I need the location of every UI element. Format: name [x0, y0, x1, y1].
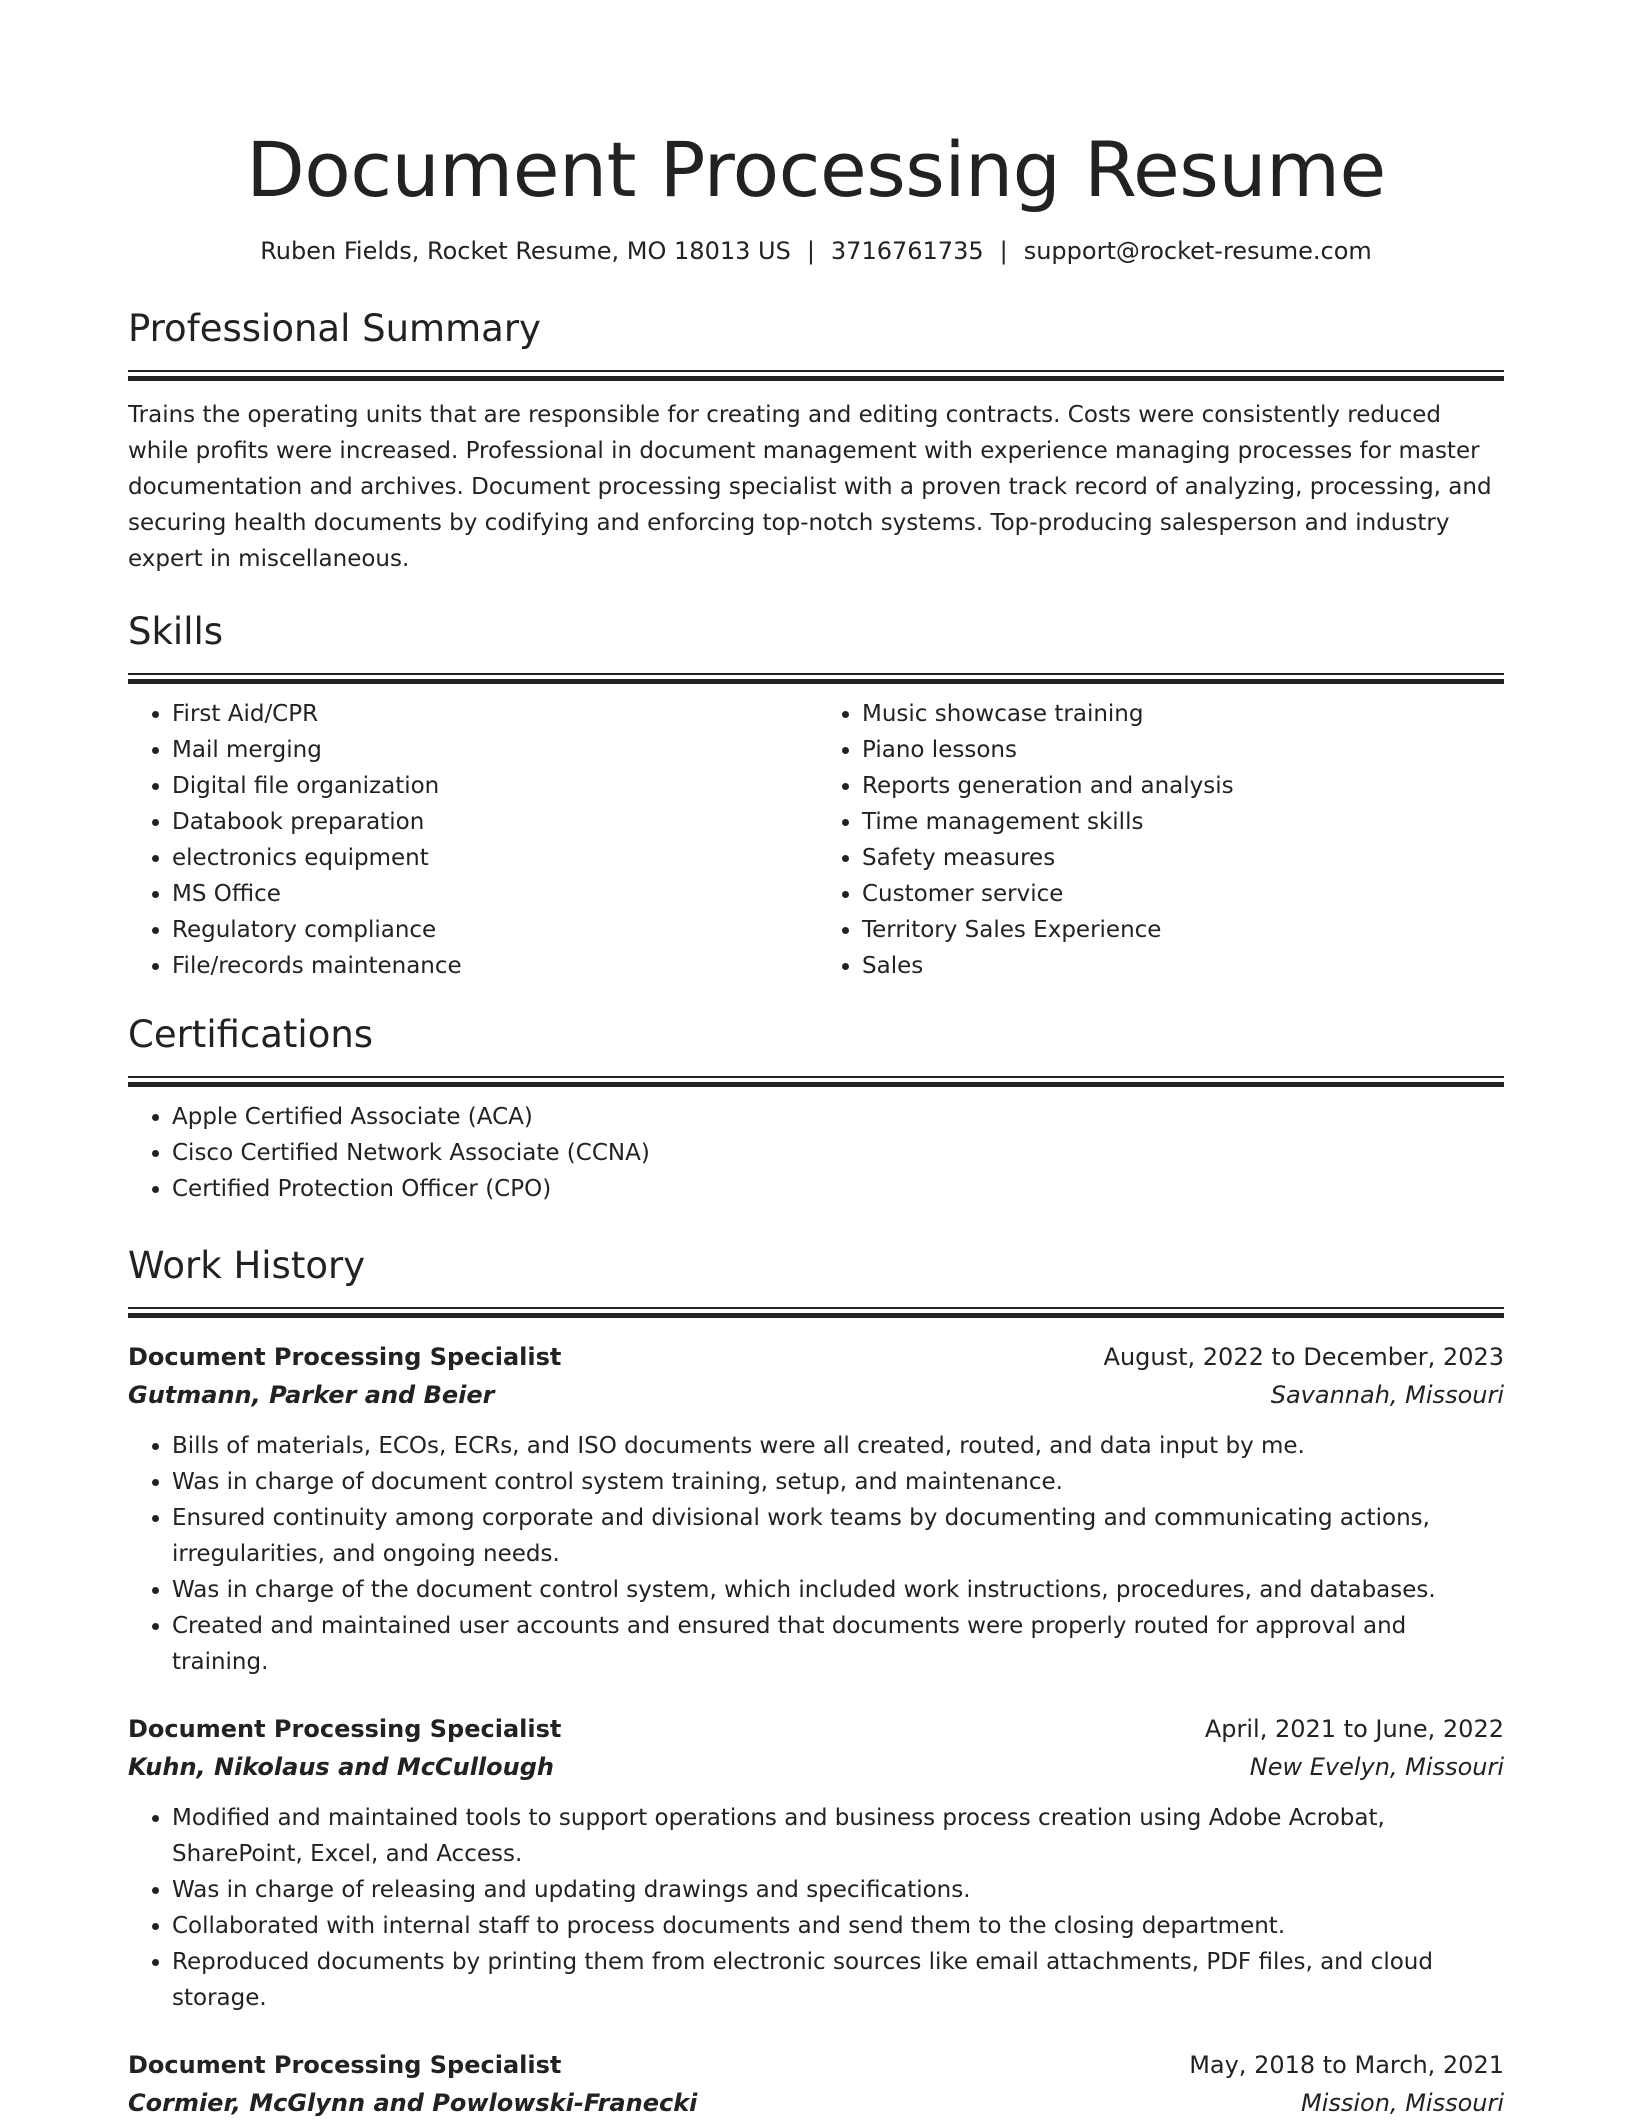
- job-bullets: [128, 1428, 1504, 1680]
- job-subheader: [128, 2084, 1504, 2122]
- skill-item: • Time management skills: [862, 804, 1504, 840]
- section-divider: [128, 673, 1504, 684]
- job-subheader: [128, 1748, 1504, 1786]
- section-summary: [128, 304, 1504, 577]
- contact-phone: 3716761735: [830, 237, 984, 265]
- certification-item: • Apple Certified Associate (ACA): [172, 1099, 1504, 1135]
- job-bullet: • Bills of materials, ECOs, ECRs, and ISO documents were all created, routed, and data input by me.: [172, 1428, 1504, 1464]
- job-bullet: • Was in charge of the document control system, which included work instructions, procedures, and databases.: [172, 1572, 1504, 1608]
- section-heading: Professional Summary: [128, 307, 541, 350]
- job-title: Document Processing Specialist: [128, 2051, 562, 2079]
- job-header: [128, 1338, 1504, 1376]
- skill-item: • Mail merging: [172, 732, 814, 768]
- certification-item: • Cisco Certified Network Associate (CCNA): [172, 1135, 1504, 1171]
- job-entry: [128, 2046, 1504, 2122]
- job-bullet: • Created and maintained user accounts and ensured that documents were properly routed for approval and training.: [172, 1608, 1504, 1680]
- skill-item: • MS Office: [172, 876, 814, 912]
- skill-item: • File/records maintenance: [172, 948, 814, 984]
- certification-item: • Certified Protection Officer (CPO): [172, 1171, 1504, 1207]
- job-location: Mission, Missouri: [1300, 2089, 1504, 2117]
- job-bullet: • Modified and maintained tools to support operations and business process creation using Adobe Acrobat, SharePoint, Excel, and Access.: [172, 1800, 1504, 1872]
- job-header: [128, 1710, 1504, 1748]
- job-bullet: • Ensured continuity among corporate and divisional work teams by documenting and communicating actions, irregularities, and ongoing needs.: [172, 1500, 1504, 1572]
- job-company: Cormier, McGlynn and Powlowski-Franecki: [128, 2089, 698, 2117]
- contact-separator: |: [999, 237, 1008, 265]
- job-title: Document Processing Specialist: [128, 1343, 562, 1371]
- page-title: Document Processing Resume: [246, 125, 1386, 214]
- skill-item: • Safety measures: [862, 840, 1504, 876]
- skills-list-right: [814, 696, 1504, 984]
- skill-item: • Regulatory compliance: [172, 912, 814, 948]
- job-header: [128, 2046, 1504, 2084]
- skill-item: • electronics equipment: [172, 840, 814, 876]
- job-bullet: • Reproduced documents by printing them from electronic sources like email attachments, PDF files, and cloud storage.: [172, 1944, 1504, 2016]
- job-subheader: [128, 1376, 1504, 1414]
- section-divider: [128, 370, 1504, 381]
- skill-item: • First Aid/CPR: [172, 696, 814, 732]
- skills-list-left: [128, 696, 814, 984]
- job-entry: [128, 1710, 1504, 2016]
- job-dates: April, 2021 to June, 2022: [1204, 1715, 1504, 1743]
- section-heading: Certifications: [128, 1013, 374, 1056]
- resume-page: [128, 0, 1504, 2122]
- skill-item: • Databook preparation: [172, 804, 814, 840]
- job-company: Gutmann, Parker and Beier: [128, 1381, 495, 1409]
- job-entry: [128, 1338, 1504, 1680]
- section-divider: [128, 1307, 1504, 1318]
- job-title: Document Processing Specialist: [128, 1715, 562, 1743]
- certifications-list: [128, 1099, 1504, 1207]
- contact-line: [128, 234, 1504, 268]
- skill-item: • Reports generation and analysis: [862, 768, 1504, 804]
- contact-separator: |: [806, 237, 815, 265]
- section-divider: [128, 1076, 1504, 1087]
- job-location: Savannah, Missouri: [1270, 1381, 1504, 1409]
- contact-address: Ruben Fields, Rocket Resume, MO 18013 US: [260, 237, 791, 265]
- section-certifications: [128, 1010, 1504, 1207]
- skill-item: • Sales: [862, 948, 1504, 984]
- job-bullet: • Was in charge of releasing and updating drawings and specifications.: [172, 1872, 1504, 1908]
- job-bullet: • Was in charge of document control system training, setup, and maintenance.: [172, 1464, 1504, 1500]
- skill-item: • Customer service: [862, 876, 1504, 912]
- job-bullet: • Collaborated with internal staff to process documents and send them to the closing department.: [172, 1908, 1504, 1944]
- skill-item: • Piano lessons: [862, 732, 1504, 768]
- skill-item: • Digital file organization: [172, 768, 814, 804]
- skill-item: • Music showcase training: [862, 696, 1504, 732]
- skill-item: • Territory Sales Experience: [862, 912, 1504, 948]
- section-skills: [128, 607, 1504, 984]
- job-dates: May, 2018 to March, 2021: [1189, 2051, 1504, 2079]
- section-work-history: [128, 1241, 1504, 2122]
- job-bullets: [128, 1800, 1504, 2016]
- summary-text: Trains the operating units that are responsible for creating and editing contracts. Costs were consistently reduced while profits were increased. Professional in document management with experience managing processes for master documentation and archives. Document processing specialist with a proven track record of analyzing, processing, and securing health documents by codifying and enforcing top-notch systems. Top-producing salesperson and industry expert in miscellaneous.: [128, 402, 1492, 572]
- section-heading: Skills: [128, 610, 224, 653]
- job-dates: August, 2022 to December, 2023: [1103, 1343, 1504, 1371]
- contact-email[interactable]: support@rocket-resume.com: [1023, 237, 1372, 265]
- job-location: New Evelyn, Missouri: [1249, 1753, 1504, 1781]
- skills-grid: [128, 684, 1504, 984]
- job-company: Kuhn, Nikolaus and McCullough: [128, 1753, 554, 1781]
- section-heading: Work History: [128, 1244, 366, 1287]
